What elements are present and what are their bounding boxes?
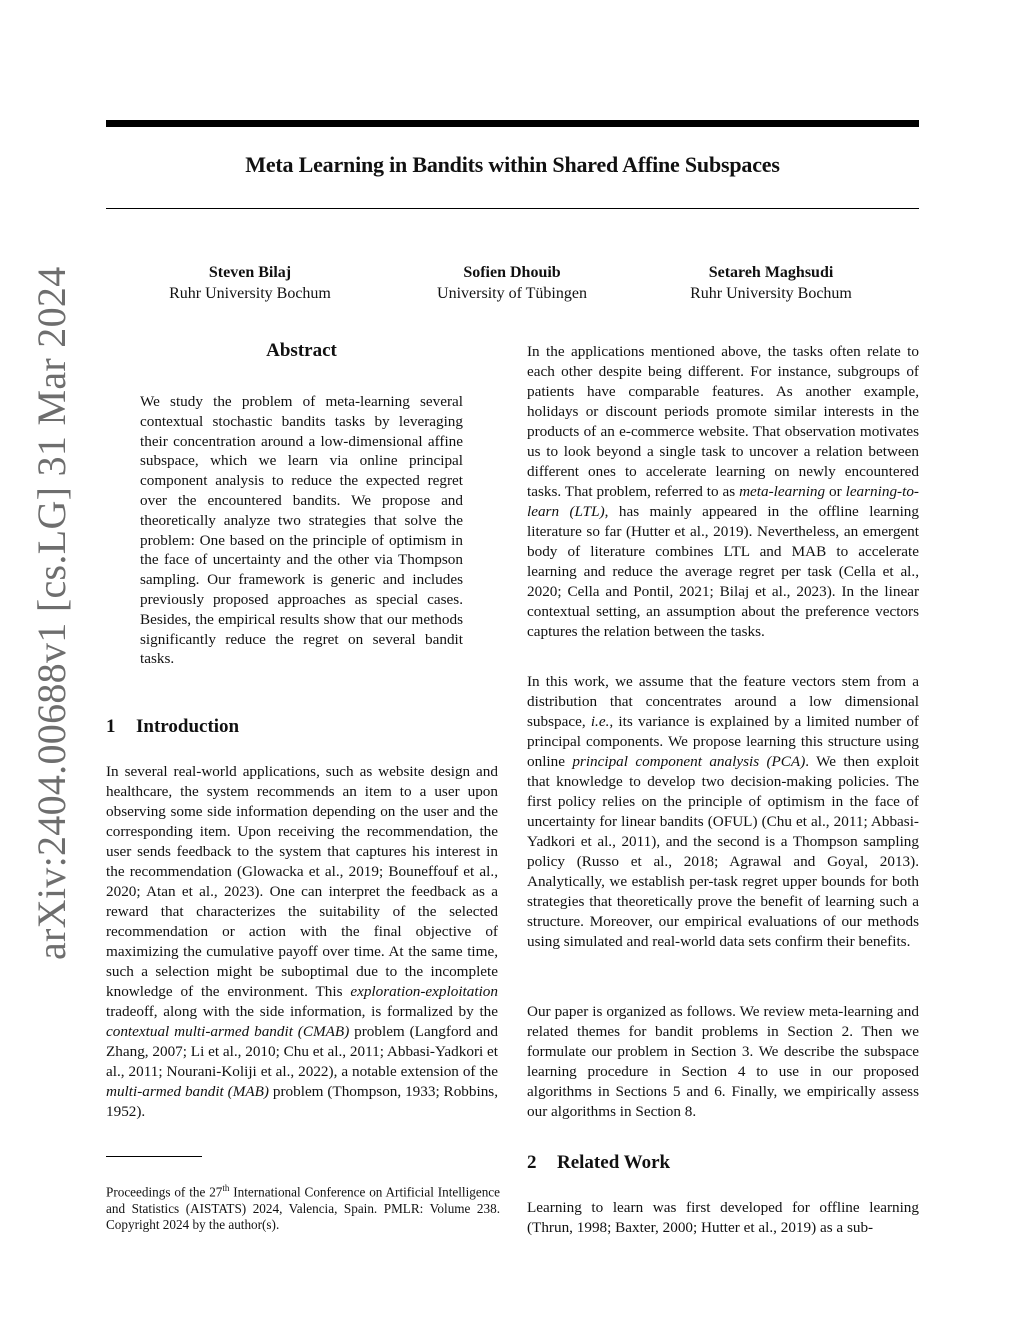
intro-paragraph-3: In this work, we assume that the feature vectors stem from a distribution that concentrates around a low dimensional subspace, i.e., its variance is explained by a limited number of principal components. We propose learning this structure using online principal component analysis (PCA). We then exploit that knowledge to develop two decision-making policies. The first policy relies on the principle of optimism in the face of uncertainty for linear bandits (OFUL) (Chu et al., 2011; Abbasi-Yadkori et al., 2011), and the second is a Thompson sampling policy (Russo et al., 2018; Agrawal and Goyal, 2013). Analytically, we establish per-task regret upper bounds for both strategies that theoretically prove the benefit of learning such a structure. Moreover, our empirical evaluations of our methods using simulated and real-world data sets confirm their benefits. [527,673,919,950]
title-top-rule [106,120,919,127]
section-number: 2 [527,1152,537,1173]
author-block-2 [362,262,662,304]
intro-paragraph-2: In the applications mentioned above, the tasks often relate to each other despite being different. For instance, subgroups of patients have comparable features. As another example, holidays or discount periods promote similar interests in the products of an e-commerce website. That observation motivates us to look beyond a single task to uncover a relation between different ones to accelerate learning on newly encountered tasks. That problem, referred to as meta-learning or learning-to-learn (LTL), has mainly appeared in the offline learning literature so far (Hutter et al., 2019). Nevertheless, an emergent body of literature combines LTL and MAB to accelerate learning and reduce the average regret per task (Cella et al., 2020; Cella and Pontil, 2021; Bilaj et al., 2023). In the linear contextual setting, an assumption about the preference vectors captures the relation between the tasks. [527,343,919,640]
author-affiliation: Ruhr University Bochum [169,285,331,302]
intro-paragraph-1: In several real-world applications, such as website design and healthcare, the system recommends an item to a user upon observing some side information depending on the user and the corresponding item. Upon receiving the recommendation, the user sends feedback to the system that captures his interest in the recommendation (Glowacka et al., 2019; Bouneffouf et al., 2020; Atan et al., 2023). One can interpret the feedback as a reward that characterizes the suitability of the selected recommendation or action with the final objective of maximizing the cumulative payoff over time. At the same time, such a selection might be suboptimal due to the incomplete knowledge of the environment. This exploration-exploitation tradeoff, along with the side information, is formalized by the contextual multi-armed bandit (CMAB) problem (Langford and Zhang, 2007; Li et al., 2010; Chu et al., 2011; Abbasi-Yadkori et al., 2011; Nourani-Koliji et al., 2022), a notable extension of the multi-armed bandit (MAB) problem (Thompson, 1933; Robbins, 1952). [106,763,498,1120]
author-name: Setareh Maghsudi [708,264,834,281]
footnote-rule [106,1156,202,1157]
section-title: Introduction [136,716,240,737]
author-name: Steven Bilaj [208,264,292,281]
author-affiliation: University of Tübingen [437,285,587,302]
paper-title: Meta Learning in Bandits within Shared Affine Subspaces [245,152,780,177]
abstract-heading: Abstract [266,340,337,361]
author-name: Sofien Dhouib [463,264,561,281]
section-heading-introduction [106,716,239,738]
section-heading-related-work [527,1152,670,1174]
footnote: Proceedings of the 27th International Conference on Artificial Intelligence and Statistics (AISTATS) 2024, Valencia, Spain. PMLR: Volume 238. Copyright 2024 by the author(s). [106,1183,500,1232]
title-bottom-rule [106,208,919,209]
author-affiliation: Ruhr University Bochum [690,285,852,302]
section-title: Related Work [557,1152,671,1173]
author-block-3 [621,262,921,304]
abstract-text: We study the problem of meta-learning several contextual stochastic bandits tasks by leveraging their concentration around a low-dimensional affine subspace, which we learn via online principal component analysis to reduce the expected regret over the encountered bandits. We propose and theoretically analyze two strategies that solve the problem: One based on the principle of optimism in the face of uncertainty and the other via Thompson sampling. Our framework is generic and includes previously proposed approaches as special cases. Besides, the empirical results show that our methods significantly reduce the regret on several bandit tasks. [140,393,463,668]
arxiv-stamp: arXiv:2404.00688v1 [cs.LG] 31 Mar 2024 [29,266,74,960]
related-work-paragraph-1: Learning to learn was first developed for offline learning (Thrun, 1998; Baxter, 2000; Hutter et al., 2019) as a sub- [527,1199,919,1236]
intro-paragraph-4: Our paper is organized as follows. We review meta-learning and related themes for bandit problems in Section 2. Then we formulate our problem in Section 3. We describe the subspace learning procedure in Section 4 to use in our proposed algorithms in Sections 5 and 6. Finally, we empirically assess our algorithms in Section 8. [527,1003,919,1120]
author-block-1 [100,262,400,304]
section-number: 1 [106,716,116,737]
